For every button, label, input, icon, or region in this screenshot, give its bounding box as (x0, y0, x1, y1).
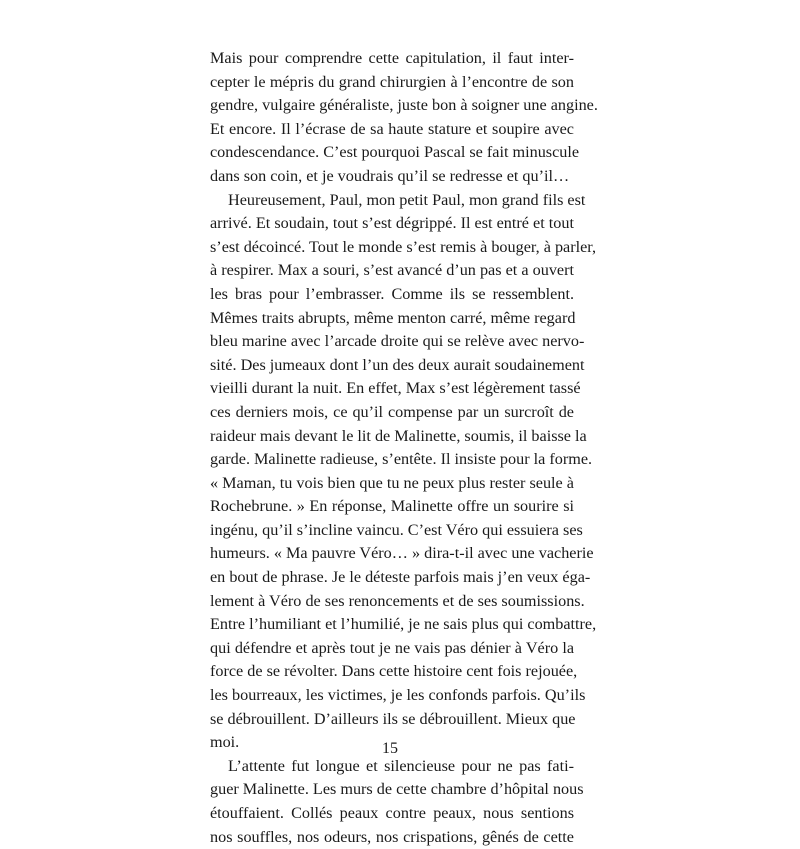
text-line: Mêmes traits abrupts, même menton carré, même regard (210, 308, 576, 327)
text-line: les bras pour l’embrasser. Comme ils se ressemblent. (210, 284, 574, 303)
text-line: bleu marine avec l’arcade droite qui se relève avec nervo- (210, 332, 585, 351)
text-line: arrivé. Et soudain, tout s’est dégrippé. Il est entré et tout (210, 214, 574, 233)
paragraph-2 (210, 189, 597, 755)
text-line: nos souffles, nos odeurs, nos crispations, gênés de cette (210, 827, 574, 846)
text-line: Heureusement, Paul, mon petit Paul, mon grand fils est (228, 190, 586, 209)
text-line: Entre l’humiliant et l’humilié, je ne sais plus qui combattre, (210, 615, 597, 634)
paragraph-3 (210, 755, 584, 849)
text-line: vieilli durant la nuit. En effet, Max s’est légèrement tassé (210, 379, 581, 398)
text-line: gendre, vulgaire généraliste, juste bon à soigner une angine. (210, 96, 598, 115)
text-line: Rochebrune. » En réponse, Malinette offre un sourire si (210, 497, 574, 516)
text-line: L’attente fut longue et silencieuse pour ne pas fati- (228, 756, 574, 775)
text-line: se débrouillent. D’ailleurs ils se débrouillent. Mieux que (210, 709, 576, 728)
text-line: cepter le mépris du grand chirurgien à l’encontre de son (210, 72, 574, 91)
text-line: raideur mais devant le lit de Malinette, soumis, il baisse la (210, 426, 587, 445)
paragraph-1 (210, 47, 598, 189)
text-line: Et encore. Il l’écrase de sa haute stature et soupire avec (210, 119, 574, 138)
text-line: à respirer. Max a souri, s’est avancé d’un pas et a ouvert (210, 261, 574, 280)
text-line: ces derniers mois, ce qu’il compense par un surcroît de (210, 402, 574, 421)
text-line: étouffaient. Collés peaux contre peaux, nous sentions (210, 804, 574, 822)
text-line: qui défendre et après tout je ne vais pas dénier à Véro la (210, 638, 574, 657)
text-line: moi. (210, 733, 240, 752)
text-line: s’est décoincé. Tout le monde s’est remis à bouger, à parler, (210, 237, 597, 256)
text-line: en bout de phrase. Je le déteste parfois mais j’en veux éga- (210, 568, 591, 587)
text-line: condescendance. C’est pourquoi Pascal se fait minuscule (210, 143, 580, 162)
page-number: 15 (382, 740, 398, 757)
text-line: force de se révolter. Dans cette histoire cent fois rejouée, (210, 662, 578, 681)
text-line: les bourreaux, les victimes, je les confonds parfois. Qu’ils (210, 686, 586, 705)
text-line: « Maman, tu vois bien que tu ne peux plus rester seule à (210, 473, 574, 492)
book-page-text (210, 47, 598, 849)
text-line: lement à Véro de ses renoncements et de ses soumissions. (210, 591, 585, 610)
text-line: dans son coin, et je voudrais qu’il se redresse et qu’il… (210, 166, 570, 185)
text-line: guer Malinette. Les murs de cette chambre d’hôpital nous (210, 780, 584, 799)
text-line: humeurs. « Ma pauvre Véro… » dira-t-il avec une vacherie (210, 544, 594, 563)
text-line: sité. Des jumeaux dont l’un des deux aurait soudainement (210, 355, 585, 374)
text-line: Mais pour comprendre cette capitulation, il faut inter- (210, 49, 574, 67)
text-line: ingénu, qu’il s’incline vaincu. C’est Véro qui essuiera ses (210, 520, 583, 539)
text-line: garde. Malinette radieuse, s’entête. Il insiste pour la forme. (210, 450, 593, 469)
